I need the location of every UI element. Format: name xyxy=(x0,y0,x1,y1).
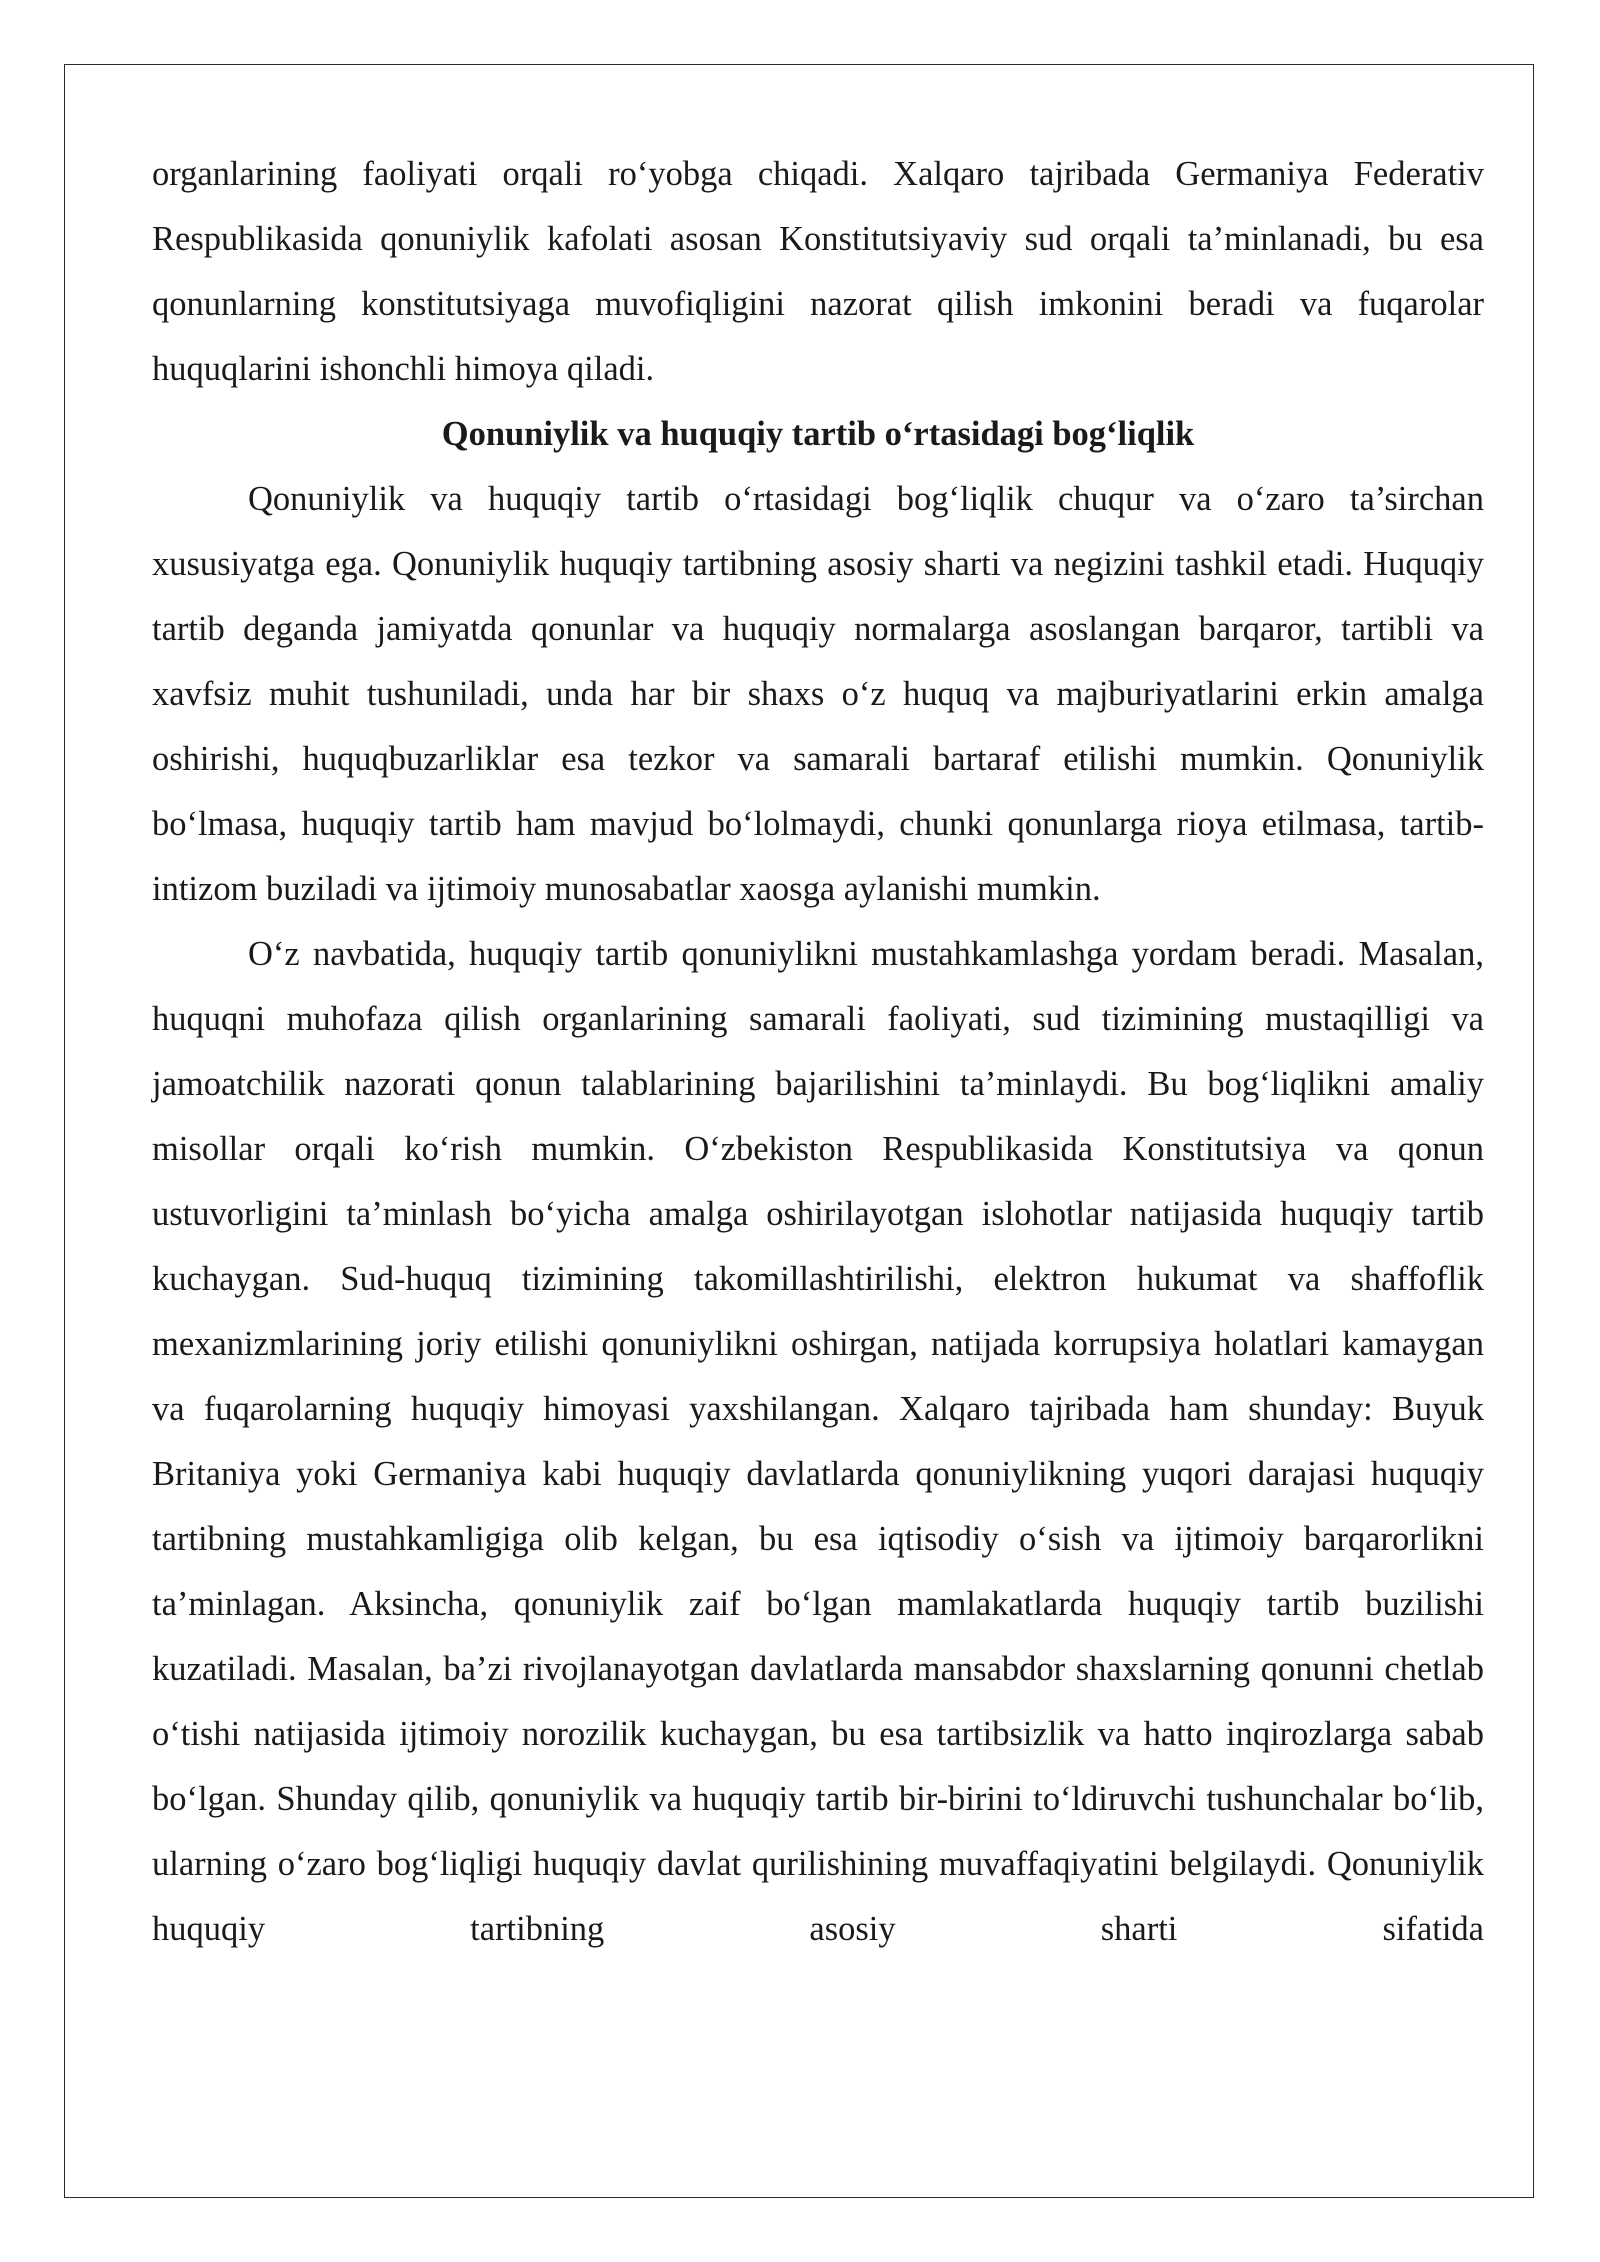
paragraph-1: Qonuniylik va huquqiy tartib o‘rtasidagi bog‘liqlik chuqur va o‘zaro ta’sirchan xususiyatga ega. Qonuniylik huquqiy tartibning asosiy sharti va negizini tashkil etadi. Huquqiy tartib deganda jamiyatda qonunlar va huquqiy normalarga asoslangan barqaror, tartibli va xavfsiz muhit tushuniladi, unda har bir shaxs o‘z huquq va majburiyatlarini erkin amalga oshirishi, huquqbuzarliklar esa tezkor va samarali bartaraf etilishi mumkin. Qonuniylik bo‘lmasa, huquqiy tartib ham mavjud bo‘lolmaydi, chunki qonunlarga rioya etilmasa, tartib-intizom buziladi va ijtimoiy munosabatlar xaosga aylanishi mumkin. xyxy=(152,480,1484,908)
section-heading: Qonuniylik va huquqiy tartib o‘rtasidagi bog‘liqlik xyxy=(441,415,1195,453)
document-body xyxy=(152,142,1484,1962)
paragraph-2: O‘z navbatida, huquqiy tartib qonuniylikni mustahkamlashga yordam beradi. Masalan, huquqni muhofaza qilish organlarining samarali faoliyati, sud tizimining mustaqilligi va jamoatchilik nazorati qonun talablarining bajarilishini ta’minlaydi. Bu bog‘liqlikni amaliy misollar orqali ko‘rish mumkin. O‘zbekiston Respublikasida Konstitutsiya va qonun ustuvorligini ta’minlash bo‘yicha amalga oshirilayotgan islohotlar natijasida huquqiy tartib kuchaygan. Sud-huquq tizimining takomillashtirilishi, elektron hukumat va shaffoflik mexanizmlarining joriy etilishi qonuniylikni oshirgan, natijada korrupsiya holatlari kamaygan va fuqarolarning huquqiy himoyasi yaxshilangan. Xalqaro tajribada ham shunday: Buyuk Britaniya yoki Germaniya kabi huquqiy davlatlarda qonuniylikning yuqori darajasi huquqiy tartibning mustahkamligiga olib kelgan, bu esa iqtisodiy o‘sish va ijtimoiy barqarorlikni ta’minlagan. Aksincha, qonuniylik zaif bo‘lgan mamlakatlarda huquqiy tartib buzilishi kuzatiladi. Masalan, ba’zi rivojlanayotgan davlatlarda mansabdor shaxslarning qonunni chetlab o‘tishi natijasida ijtimoiy norozilik kuchaygan, bu esa tartibsizlik va hatto inqirozlarga sabab bo‘lgan. Shunday qilib, qonuniylik va huquqiy tartib bir-birini to‘ldiruvchi tushunchalar bo‘lib, ularning o‘zaro bog‘liqligi huquqiy davlat qurilishining muvaffaqiyatini belgilaydi. Qonuniylik huquqiy tartibning asosiy sharti sifatida xyxy=(152,935,1484,1948)
paragraph-continued: organlarining faoliyati orqali ro‘yobga chiqadi. Xalqaro tajribada Germaniya Federativ Respublikasida qonuniylik kafolati asosan Konstitutsiyaviy sud orqali ta’minlanadi, bu esa qonunlarning konstitutsiyaga muvofiqligini nazorat qilish imkonini beradi va fuqarolar huquqlarini ishonchli himoya qiladi. xyxy=(152,155,1484,388)
